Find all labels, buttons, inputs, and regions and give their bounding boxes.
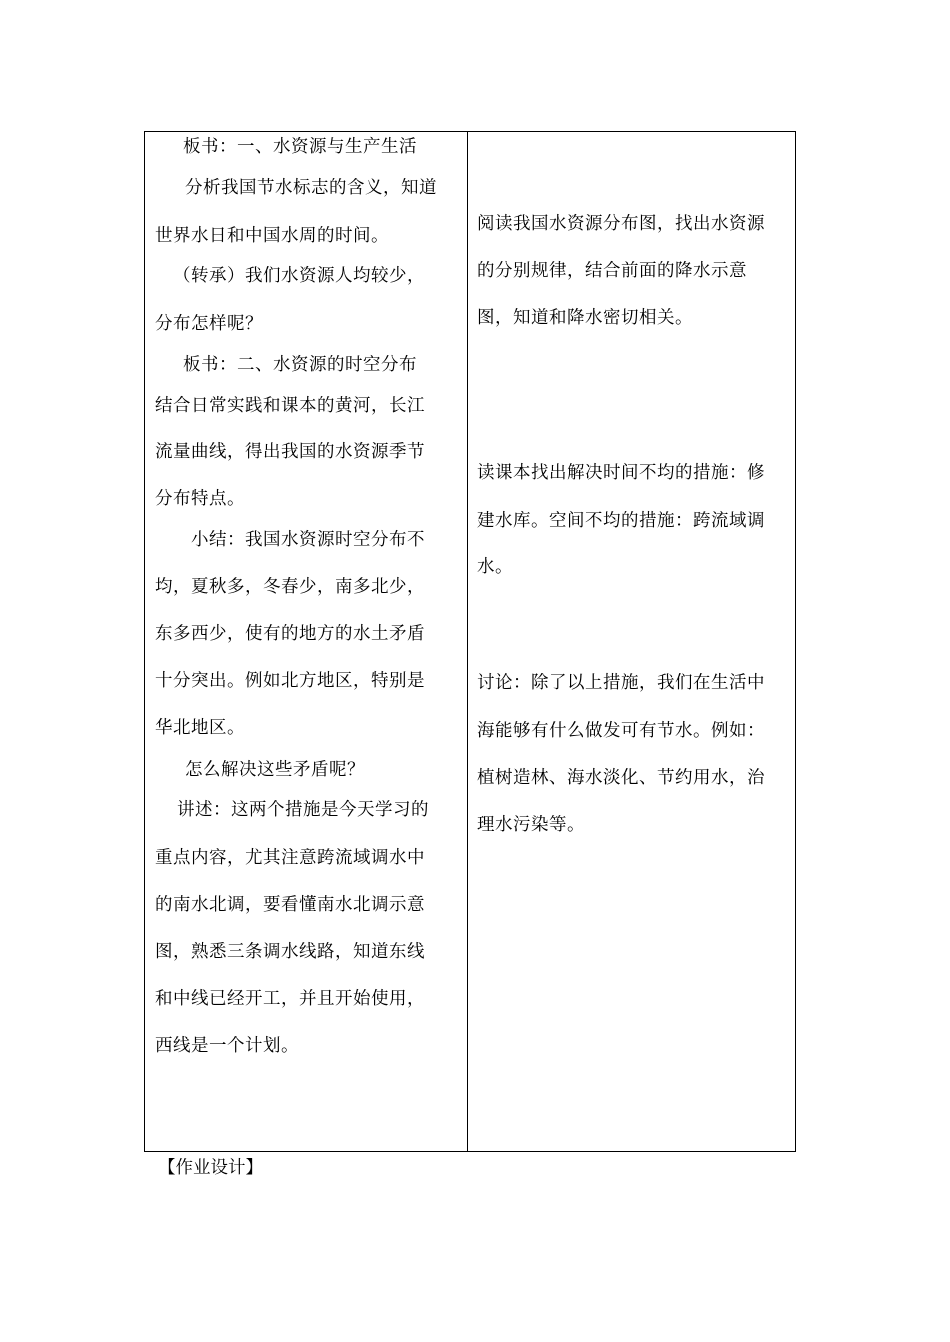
- left-line-20: 和中线已经开工，并且开始使用，: [155, 989, 425, 1009]
- left-line-14: 华北地区。: [155, 718, 245, 738]
- right-line-6: 水。: [477, 557, 513, 577]
- column-divider: [467, 132, 468, 1151]
- left-line-5: 分布怎样呢？: [155, 314, 263, 334]
- left-line-16: 讲述：这两个措施是今天学习的: [177, 800, 429, 820]
- left-line-10: 小结：我国水资源时空分布不: [191, 530, 425, 550]
- left-line-15: 怎么解决这些矛盾呢？: [185, 760, 365, 780]
- left-line-6: 板书：二、水资源的时空分布: [183, 355, 417, 375]
- right-line-3: 图，知道和降水密切相关。: [477, 308, 693, 328]
- right-line-9: 植树造林、海水淡化、节约用水，治: [477, 768, 765, 788]
- homework-design-title: 【作业设计】: [158, 1158, 263, 1178]
- lesson-table: [144, 131, 796, 1152]
- right-line-2: 的分别规律，结合前面的降水示意: [477, 261, 747, 281]
- left-line-13: 十分突出。例如北方地区，特别是: [155, 671, 425, 691]
- right-line-4: 读课本找出解决时间不均的措施：修: [477, 463, 765, 483]
- right-line-8: 海能够有什么做发可有节水。例如：: [477, 721, 765, 741]
- left-line-8: 流量曲线，得出我国的水资源季节: [155, 442, 425, 462]
- left-line-7: 结合日常实践和课本的黄河，长江: [155, 396, 425, 416]
- right-line-1: 阅读我国水资源分布图，找出水资源: [477, 214, 765, 234]
- left-line-3: 世界水日和中国水周的时间。: [155, 226, 389, 246]
- right-line-10: 理水污染等。: [477, 815, 585, 835]
- right-line-5: 建水库。空间不均的措施：跨流域调: [477, 511, 765, 531]
- left-line-19: 图，熟悉三条调水线路，知道东线: [155, 942, 425, 962]
- left-line-21: 西线是一个计划。: [155, 1036, 299, 1056]
- left-line-12: 东多西少，使有的地方的水土矛盾: [155, 624, 425, 644]
- left-line-1: 板书：一、水资源与生产生活: [183, 137, 417, 157]
- left-line-9: 分布特点。: [155, 489, 245, 509]
- left-line-17: 重点内容，尤其注意跨流域调水中: [155, 848, 425, 868]
- left-line-18: 的南水北调，要看懂南水北调示意: [155, 895, 425, 915]
- left-line-11: 均，夏秋多，冬春少，南多北少，: [155, 577, 425, 597]
- left-line-2: 分析我国节水标志的含义，知道: [185, 178, 437, 198]
- right-line-7: 讨论：除了以上措施，我们在生活中: [477, 673, 765, 693]
- left-line-4: （转承）我们水资源人均较少，: [173, 266, 425, 286]
